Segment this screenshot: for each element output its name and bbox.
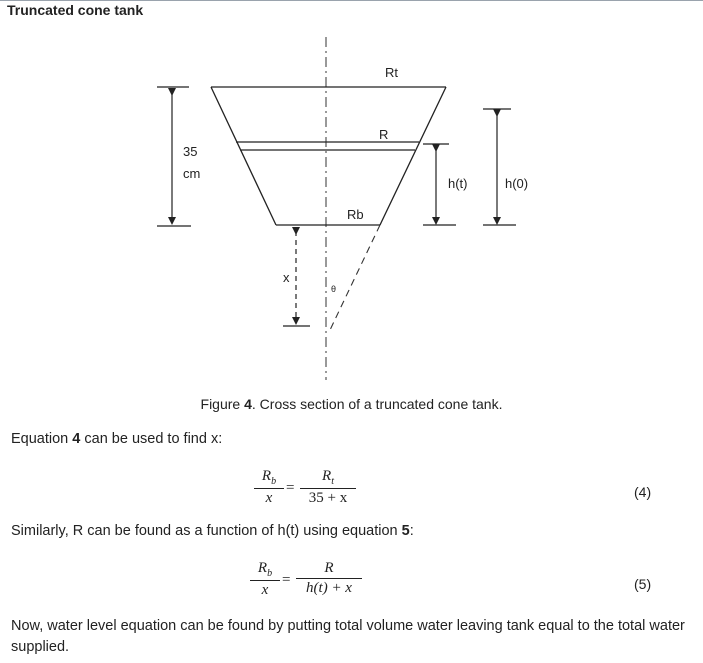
label-h0: h(0) [505,176,529,191]
label-ht: h(t) [448,176,468,191]
label-theta: θ [331,284,337,294]
closing-text: Now, water level equation can be found by putting total volume water leaving tank equal to the total water supplied. [11,618,685,655]
eq5-rhs-fraction: R h(t) + x [296,560,362,597]
equation-5-number: (5) [634,576,652,592]
eq4-intro-text: Equation 4 can be used to find x: [11,431,223,447]
label-rb: Rb [347,207,364,222]
eq4-rhs-fraction: $R_t$ 35 + x [300,468,356,507]
cone-extension-dashed [330,225,380,330]
tank-left-wall [211,87,276,225]
label-height-unit: cm [183,166,201,181]
label-r: R [379,127,389,142]
figure-caption: Figure 4. Cross section of a truncated cone tank. [200,396,503,412]
label-x: x [283,270,290,285]
eq4-lhs-fraction: $R_b$ x [254,468,284,507]
eq5-lhs-fraction: $R_b$ x [250,560,280,599]
page-title: Truncated cone tank [7,2,144,18]
label-rt: Rt [385,65,398,80]
eq5-intro-text: Similarly, R can be found as a function of h(t) using equation 5: [11,523,414,539]
label-height-value: 35 [183,144,198,159]
equation-4-number: (4) [634,484,652,500]
